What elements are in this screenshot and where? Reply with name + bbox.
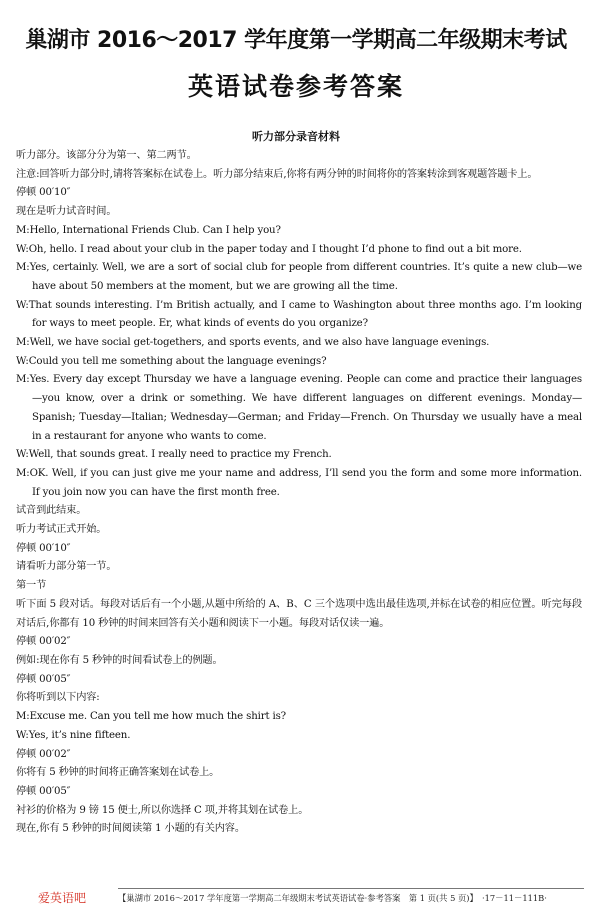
transcript-line: 试音到此结束。: [16, 505, 87, 517]
dialogue-line: M:OK. Well, if you can just give me your name and address, I’ll send you the form and some more information. If you join now you can have the first month free.: [16, 467, 582, 498]
transcript-line: 停顿 00′10″: [16, 187, 71, 199]
footer-divider: [118, 888, 584, 889]
transcript-line: 停顿 00′02″: [16, 748, 71, 760]
transcript-line: 听力考试正式开始。: [16, 524, 107, 536]
transcript-line: 现在是听力试音时间。: [16, 206, 117, 218]
transcript-line: 衬衫的价格为 9 镑 15 便士,所以你选择 C 项,并将其划在试卷上。: [16, 804, 309, 816]
dialogue-line: M:Excuse me. Can you tell me how much the shirt is?: [16, 711, 286, 723]
transcript-line: 停顿 00′02″: [16, 636, 71, 648]
dialogue-line: W:That sounds interesting. I’m British actually, and I came to Washington about three months ago. I’m looking for ways to meet people. Er, what kinds of events do you organize?: [16, 299, 582, 330]
transcript-line: 你将有 5 秒钟的时间将正确答案划在试卷上。: [16, 767, 220, 779]
transcript-line: 现在,你有 5 秒钟的时间阅读第 1 小题的有关内容。: [16, 823, 245, 835]
dialogue-line: M:Yes. Every day except Thursday we have a language evening. People can come and practice their languages—you know, over a drink or something. We have different languages on different evenings. Monday—Spanish; Tuesday—Italian; Wednesday—German; and Friday—French. On Thursday we usually have a meal in a restaurant for anyone who wants to come.: [16, 374, 582, 442]
transcript-line: 停顿 00′05″: [16, 785, 71, 797]
section-heading: 听力部分录音材料: [252, 130, 340, 143]
dialogue-line: W:Yes, it’s nine fifteen.: [16, 729, 131, 741]
dialogue-line: W:Well, that sounds great. I really need to practice my French.: [16, 449, 332, 461]
dialogue-line: M:Hello, International Friends Club. Can I help you?: [16, 224, 281, 236]
transcript-line: 停顿 00′10″: [16, 542, 71, 554]
transcript-body: [16, 147, 582, 839]
watermark-logo: 爱英语吧: [38, 891, 87, 905]
transcript-line: 停顿 00′05″: [16, 673, 71, 685]
dialogue-line: W:Could you tell me something about the language evenings?: [16, 355, 327, 367]
transcript-line: 听下面 5 段对话。每段对话后有一个小题,从题中所给的 A、B、C 三个选项中选出最佳选项,并标在试卷的相应位置。听完每段对话后,你都有 10 秒钟的时间来回答有关小题和阅读下一小题。每段对话仅读一遍。: [16, 598, 582, 629]
transcript-line: 请看听力部分第一节。: [16, 561, 117, 573]
transcript-line: 你将听到以下内容:: [16, 692, 100, 704]
transcript-line: 第一节: [16, 580, 47, 592]
page-footer: 【巢湖市 2016～2017 学年度第一学期高二年级期末考试英语试卷·参考答案 第 1 页(共 5 页)】 ·17－11－111B·: [118, 893, 547, 903]
transcript-line: 听力部分。该部分分为第一、第二两节。: [16, 150, 197, 161]
document-title: 巢湖市 2016～2017 学年度第一学期高二年级期末考试: [25, 28, 567, 53]
document-subtitle: 英语试卷参考答案: [187, 72, 404, 101]
dialogue-line: M:Yes, certainly. Well, we are a sort of social club for people from different countries. It’s quite a new club—we have about 50 members at the moment, but we are growing all the time.: [16, 262, 582, 292]
transcript-line: 例如:现在你有 5 秒钟的时间看试卷上的例题。: [16, 654, 223, 666]
transcript-line: 注意:回答听力部分时,请将答案标在试卷上。听力部分结束后,你将有两分钟的时间将你的答案转涂到客观题答题卡上。: [16, 168, 538, 180]
dialogue-line: M:Well, we have social get-togethers, and sports events, and we also have language evenings.: [16, 337, 490, 349]
dialogue-line: W:Oh, hello. I read about your club in the paper today and I thought I’d phone to find out a bit more.: [16, 243, 522, 255]
